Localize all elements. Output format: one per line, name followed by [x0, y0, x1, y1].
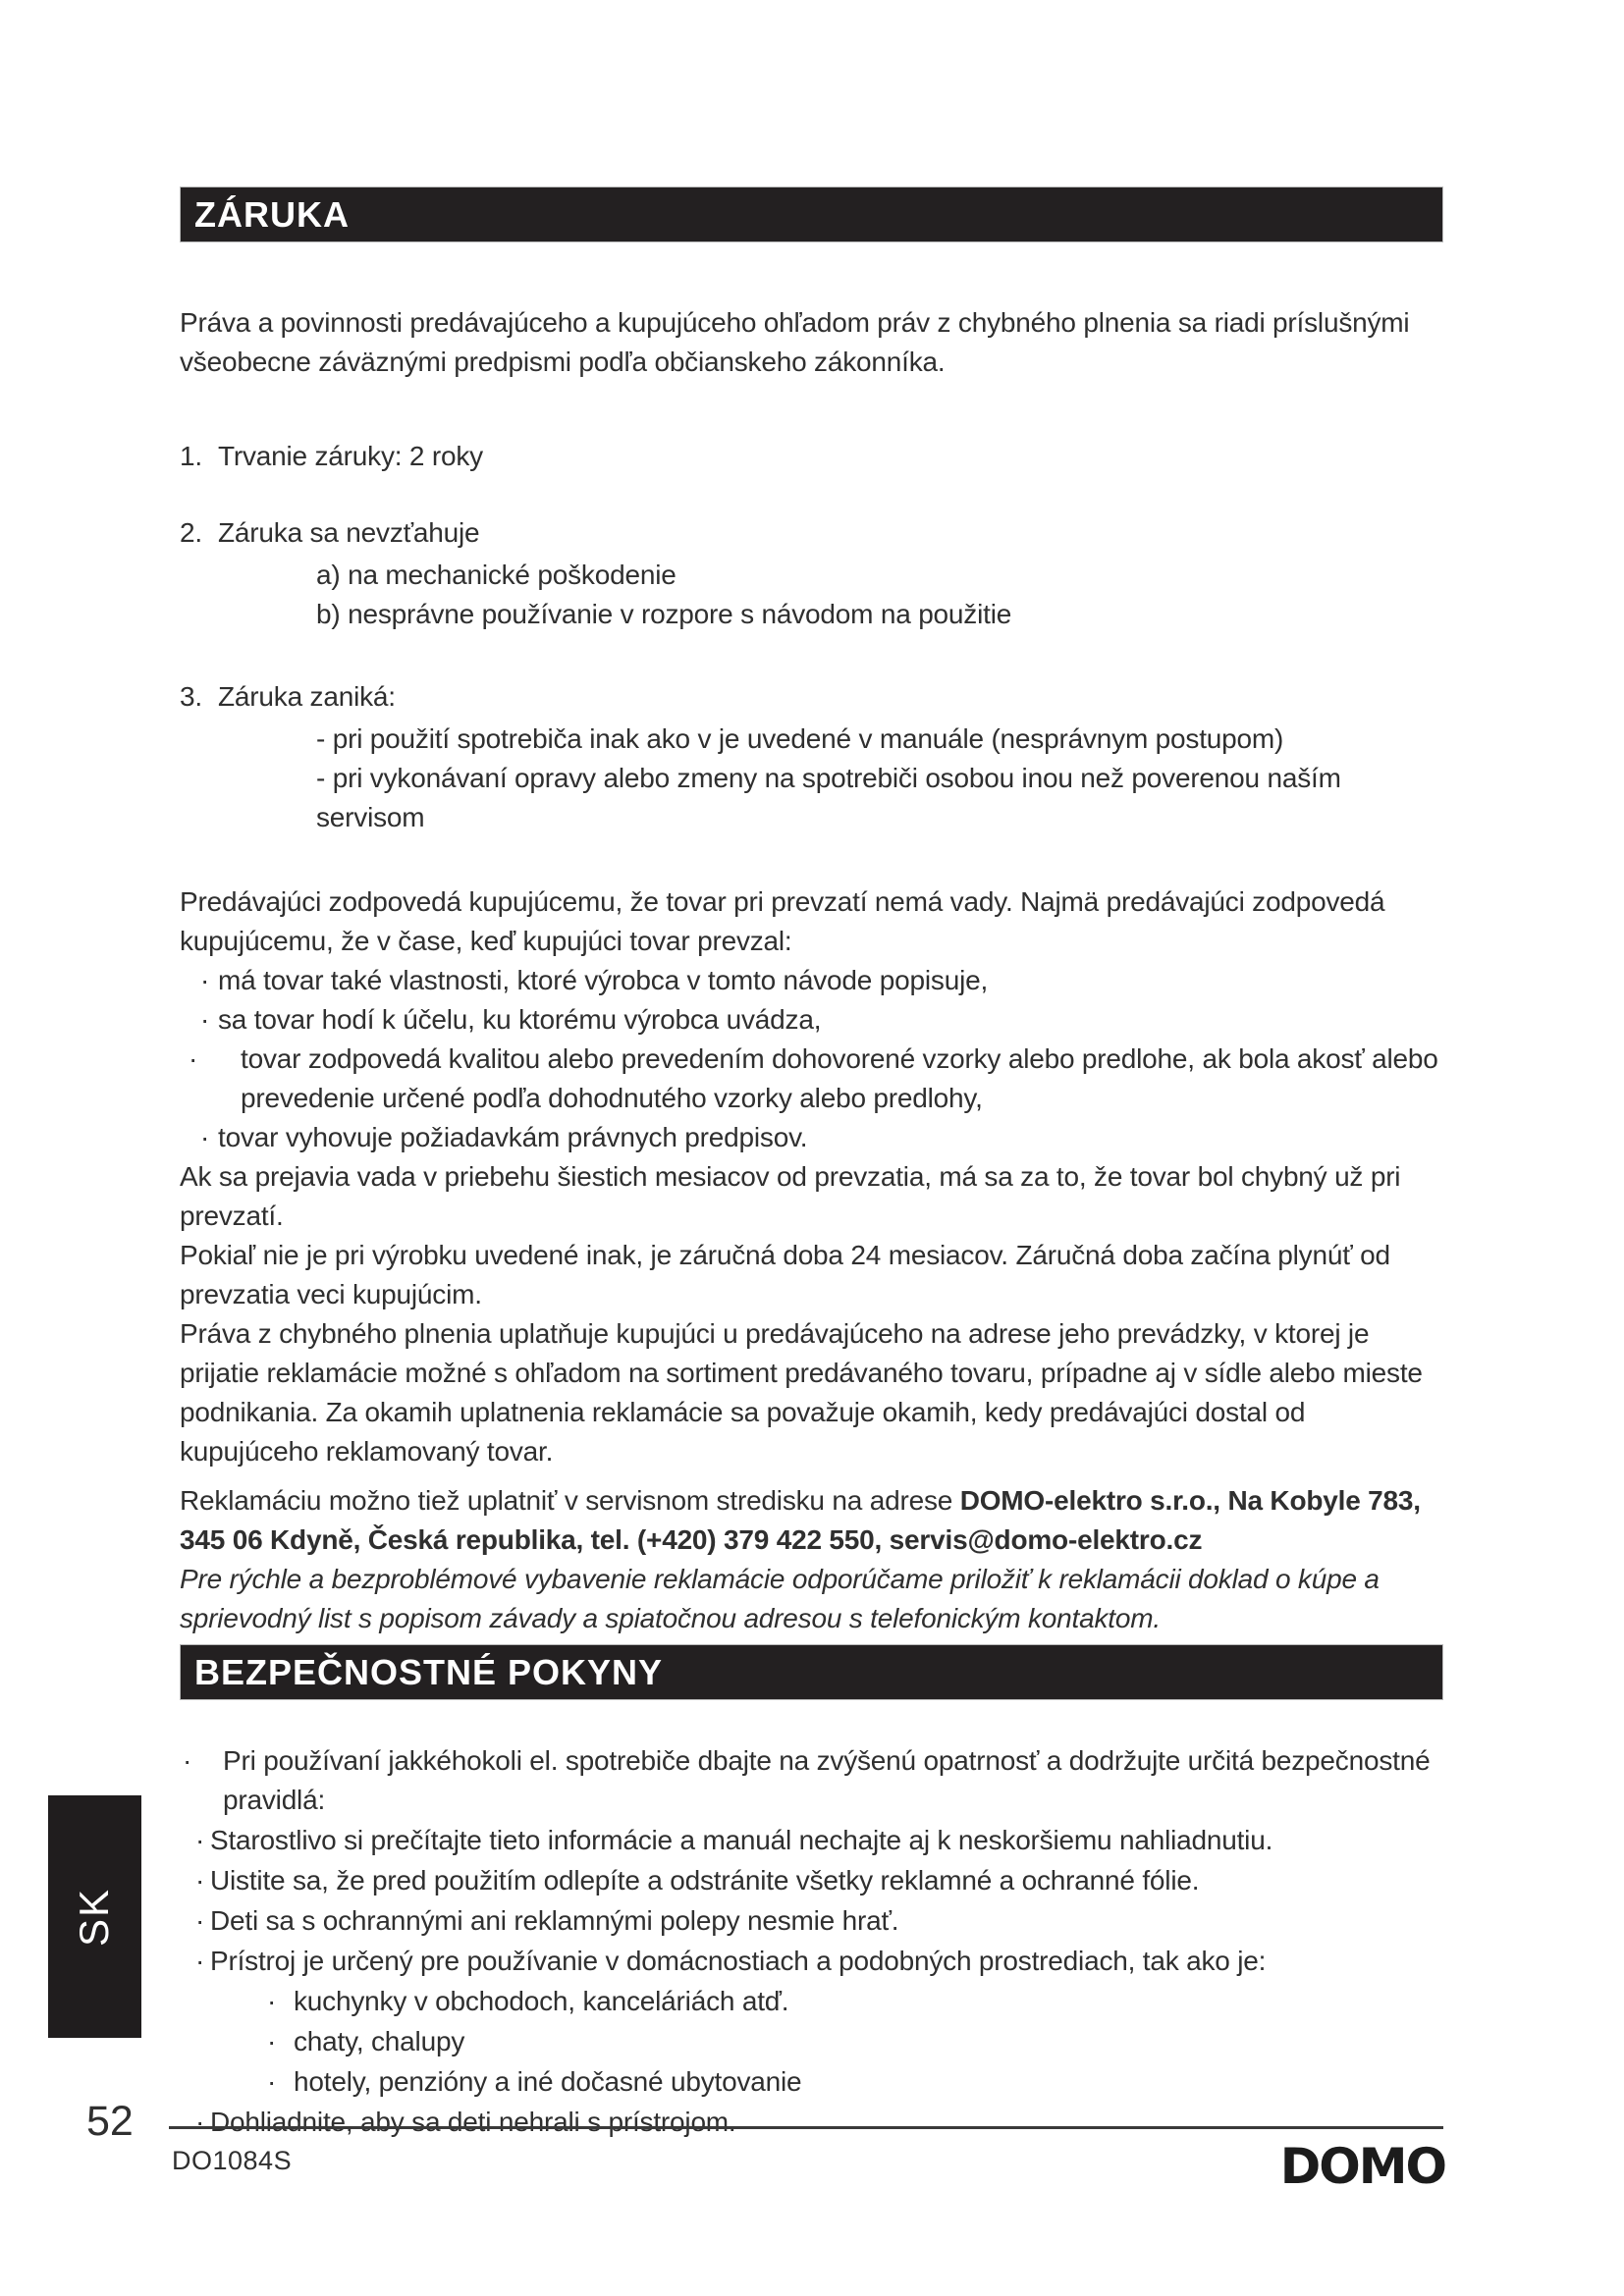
- warranty-item-2-subitems: [180, 556, 1443, 634]
- safety-section-title: BEZPEČNOSTNÉ POKYNY: [194, 1651, 664, 1692]
- bullet-dot: ·: [200, 1004, 210, 1035]
- bullet-dot: ·: [195, 1905, 205, 1936]
- warranty-bullet: [180, 1000, 1443, 1040]
- item-number: 3.: [180, 681, 202, 712]
- brand-logo: DOMO: [1279, 2138, 1445, 2195]
- page-content: [180, 187, 1443, 2142]
- bullet-dot: ·: [189, 1043, 198, 1074]
- warranty-numbered-item-3: [180, 677, 1443, 717]
- bullet-dot: ·: [195, 2107, 205, 2137]
- warranty-section-header: [180, 187, 1443, 242]
- bullet-dot: ·: [200, 965, 210, 995]
- language-tab: [48, 1795, 141, 2038]
- service-center-address: DOMO-elektro s.r.o., Na Kobyle 783, 345 06 Kdyně, Česká republika, tel. (+420) 379 422 550, servis@domo-elektro.cz: [180, 1485, 1421, 1555]
- claim-rights-paragraph: Práva z chybného plnenia uplatňuje kupujúci u predávajúceho na adrese jeho prevádzky, v ktorej je prijatie reklamácie možné s ohľadom na sortiment predávaného tovaru, prípadne aj v sídle alebo mieste podnikania. Za okamih uplatnenia reklamácie sa považuje okamih, kedy predávajúci dostal od kupujúceho reklamovaný tovar.: [180, 1318, 1423, 1467]
- safety-item: [180, 1942, 1443, 1981]
- bullet-dot: ·: [267, 1986, 277, 2016]
- footer-divider: [169, 2126, 1443, 2129]
- safety-item-text: Uistite sa, že pred použitím odlepíte a odstránite všetky reklamné a ochranné fólie.: [210, 1865, 1200, 1896]
- safety-item-text: Starostlivo si prečítajte tieto informácie a manuál nechajte aj k neskoršiemu nahliadnutiu.: [210, 1825, 1273, 1855]
- model-code: DO1084S: [172, 2146, 293, 2175]
- safety-item-text: Pri používaní jakkéhokoli el. spotrebiče dbajte na zvýšenú opatrnosť a dodržujte určitá bezpečnostné pravidlá:: [223, 1745, 1431, 1815]
- item-text: Trvanie záruky: 2 roky: [218, 441, 483, 471]
- safety-sub-item: [180, 2062, 1443, 2102]
- safety-instructions-list: [180, 1741, 1443, 2142]
- bullet-dot: ·: [195, 1946, 205, 1976]
- service-note-paragraph: Pre rýchle a bezproblémové vybavenie reklamácie odporúčame priložiť k reklamácii doklad o kúpe a sprievodný list s popisom závady a spiatočnou adresou s telefonickým kontaktom.: [180, 1564, 1380, 1633]
- warranty-item-3-subitems: [180, 720, 1443, 837]
- bullet-dot: ·: [183, 1745, 192, 1776]
- item-text: Záruka sa nevzťahuje: [218, 517, 480, 548]
- safety-item: [180, 1861, 1443, 1900]
- bullet-text: sa tovar hodí k účelu, ku ktorému výrobca uvádza,: [218, 1004, 822, 1035]
- item-text: Záruka zaniká:: [218, 681, 396, 712]
- bullet-dot: ·: [267, 2066, 277, 2097]
- bullet-text: tovar zodpovedá kvalitou alebo prevedením dohovorené vzorky alebo predlohe, ak bola akosť alebo prevedenie určené podľa dohodnutého vzorky alebo predlohy,: [241, 1043, 1438, 1113]
- language-tab-label: SK: [71, 1887, 118, 1947]
- safety-item: [180, 2103, 1443, 2142]
- item-number: 2.: [180, 517, 202, 548]
- warranty-bullet: [180, 961, 1443, 1000]
- sub-item: a) na mechanické poškodenie: [316, 560, 677, 590]
- warranty-numbered-item-2: [180, 513, 1443, 553]
- sub-item: b) nesprávne používanie v rozpore s návodom na použitie: [316, 599, 1012, 629]
- sub-item: - pri použití spotrebiča inak ako v je uvedené v manuále (nesprávnym postupom): [316, 723, 1284, 754]
- bullet-dot: ·: [267, 2026, 277, 2056]
- warranty-bullet: [180, 1118, 1443, 1157]
- service-center-paragraph: [180, 1481, 1443, 1560]
- bullet-dot: ·: [200, 1122, 210, 1152]
- service-center-text: Reklamáciu možno tiež uplatniť v servisnom stredisku na adrese: [180, 1485, 960, 1516]
- safety-sub-item-text: hotely, penzióny a iné dočasné ubytovanie: [294, 2066, 802, 2097]
- seller-responsibility-paragraph: Predávajúci zodpovedá kupujúcemu, že tovar pri prevzatí nemá vady. Najmä predávajúci zodpovedá kupujúcemu, že v čase, keď kupujúci tovar prevzal:: [180, 886, 1385, 956]
- warranty-period-paragraph: Pokiaľ nie je pri výrobku uvedené inak, je záručná doba 24 mesiacov. Záručná doba začína plynúť od prevzatia veci kupujúcim.: [180, 1240, 1390, 1309]
- bullet-dot: ·: [195, 1825, 205, 1855]
- safety-sub-item: [180, 2022, 1443, 2061]
- safety-item: [180, 1821, 1443, 1860]
- warranty-numbered-item-1: [180, 437, 1443, 476]
- safety-sub-item-text: chaty, chalupy: [294, 2026, 465, 2056]
- safety-item: [180, 1901, 1443, 1941]
- warranty-intro-paragraph: Práva a povinnosti predávajúceho a kupujúceho ohľadom práv z chybného plnenia sa riadi príslušnými všeobecne záväznými predpismi podľa občianskeho zákonníka.: [180, 307, 1410, 377]
- safety-section-header: [180, 1644, 1443, 1700]
- sub-item: - pri vykonávaní opravy alebo zmeny na spotrebiči osobou inou než poverenou naším servisom: [316, 763, 1341, 832]
- safety-sub-item: [180, 1982, 1443, 2021]
- safety-item-text: Dohliadnite, aby sa deti nehrali s prístrojom.: [210, 2107, 736, 2137]
- bullet-text: tovar vyhovuje požiadavkám právnych predpisov.: [218, 1122, 808, 1152]
- bullet-text: má tovar také vlastnosti, ktoré výrobca v tomto návode popisuje,: [218, 965, 989, 995]
- safety-sub-item-text: kuchynky v obchodoch, kanceláriách atď.: [294, 1986, 789, 2016]
- safety-item-text: Prístroj je určený pre používanie v domácnostiach a podobných prostrediach, tak ako je:: [210, 1946, 1267, 1976]
- safety-item: [180, 1741, 1443, 1820]
- warranty-bullet: [180, 1040, 1443, 1118]
- item-number: 1.: [180, 441, 202, 471]
- safety-item-text: Deti sa s ochrannými ani reklamnými polepy nesmie hrať.: [210, 1905, 899, 1936]
- bullet-dot: ·: [195, 1865, 205, 1896]
- six-months-paragraph: Ak sa prejavia vada v priebehu šiestich mesiacov od prevzatia, má sa za to, že tovar bol chybný už pri prevzatí.: [180, 1161, 1401, 1231]
- warranty-section-title: ZÁRUKA: [194, 193, 350, 235]
- page-number: 52: [86, 2098, 134, 2145]
